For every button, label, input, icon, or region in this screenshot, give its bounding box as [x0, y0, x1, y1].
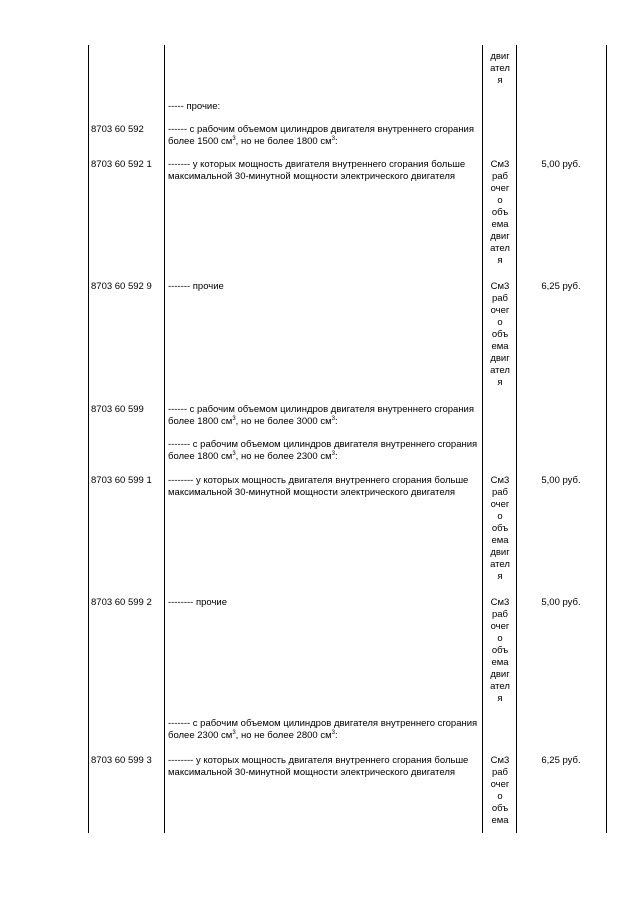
- row-code: 8703 60 592: [91, 124, 144, 135]
- row-description: ------- с рабочим объемом цилиндров двигателя внутреннего сгорания более 2300 $см^3$, но не более 2800 $см^3$:: [168, 718, 478, 741]
- unit-cell-continued: двиг ател я: [490, 51, 510, 86]
- row-description: ----- прочие:: [168, 101, 221, 112]
- unit-cell: См3 раб очег о объ ема двиг ател я: [490, 159, 510, 266]
- row-code: 8703 60 599 2: [91, 597, 152, 608]
- row-description: -------- у которых мощность двигателя внутреннего сгорания больше максимальной 30-минутной мощности электрического двигателя: [168, 475, 469, 498]
- unit-cell: См3 раб очег о объ ема двиг ател я: [490, 281, 510, 388]
- column-divider-code: [164, 45, 165, 833]
- table-border-left: [88, 45, 89, 833]
- unit-cell: См3 раб очег о объ ема двиг ател я: [490, 475, 510, 582]
- rate-cell: 6,25 руб.: [541, 281, 581, 292]
- unit-cell: См3 раб очег о объ ема двиг ател я: [490, 597, 510, 704]
- row-code: 8703 60 599: [91, 404, 144, 415]
- row-code: 8703 60 592 1: [91, 159, 152, 170]
- row-description: -------- у которых мощность двигателя внутреннего сгорания больше максимальной 30-минутной мощности электрического двигателя: [168, 755, 469, 778]
- row-description: ------ с рабочим объемом цилиндров двигателя внутреннего сгорания более 1800 $см^3$, но не более 3000 $см^3$:: [168, 404, 475, 427]
- row-description: ------- у которых мощность двигателя внутреннего сгорания больше максимальной 30-минутной мощности электрического двигателя: [168, 159, 466, 182]
- rate-cell: 6,25 руб.: [541, 755, 581, 766]
- row-code: 8703 60 599 3: [91, 755, 152, 766]
- unit-cell: См3 раб очег о объ ема: [490, 755, 510, 826]
- rate-cell: 5,00 руб.: [541, 159, 581, 170]
- row-code: 8703 60 599 1: [91, 475, 152, 486]
- rate-cell: 5,00 руб.: [541, 597, 581, 608]
- row-description: ------- прочие: [168, 281, 224, 292]
- row-description: -------- прочие: [168, 597, 227, 608]
- column-divider-unit: [516, 45, 517, 833]
- table-border-right: [606, 45, 607, 833]
- row-code: 8703 60 592 9: [91, 281, 152, 292]
- row-description: ------- с рабочим объемом цилиндров двигателя внутреннего сгорания более 1800 $см^3$, но не более 2300 $см^3$:: [168, 439, 478, 462]
- row-description: ------ с рабочим объемом цилиндров двигателя внутреннего сгорания более 1500 $см^3$, но не более 1800 $см^3$:: [168, 124, 475, 147]
- rate-cell: 5,00 руб.: [541, 475, 581, 486]
